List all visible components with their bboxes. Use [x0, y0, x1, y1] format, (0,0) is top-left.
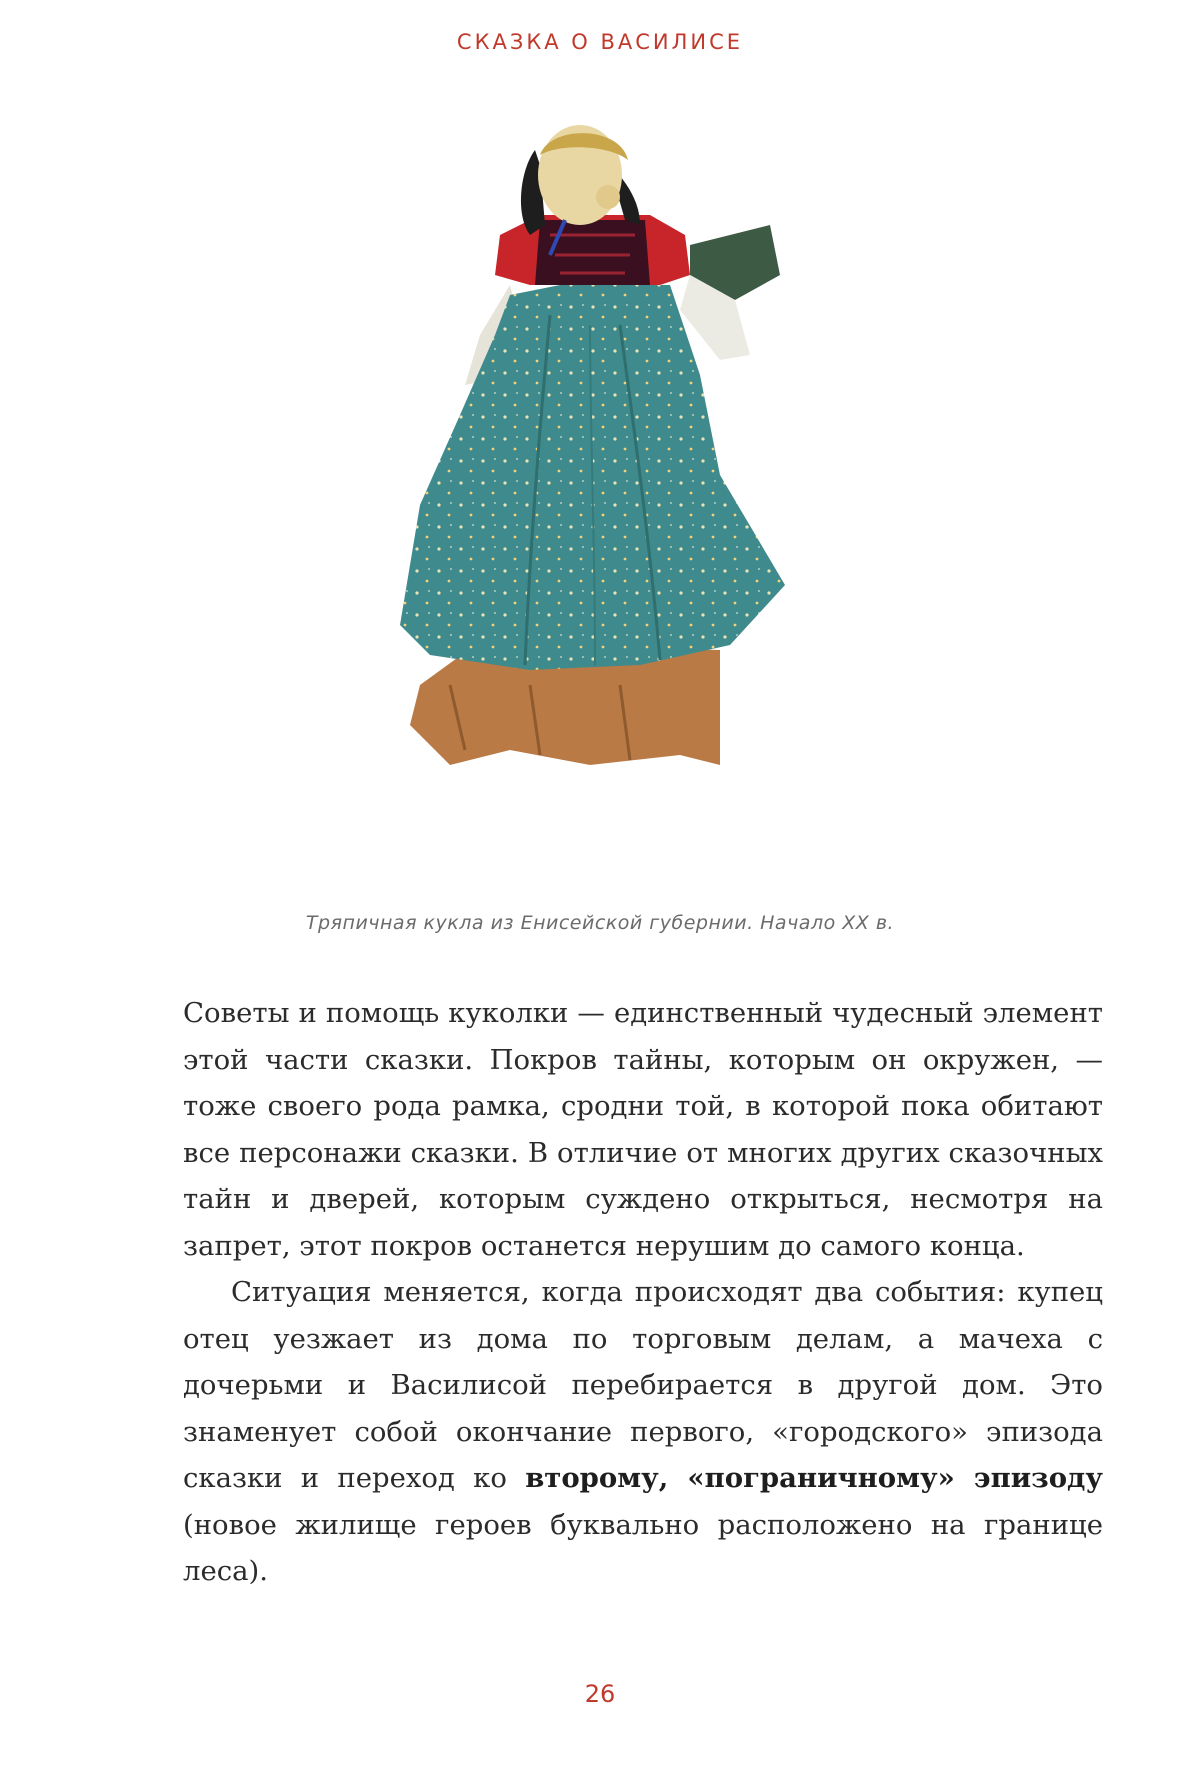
paragraph-1: Советы и помощь куколки — единственный чудесный элемент этой части сказки. Покров тайны, которым он окружен, — тоже своего рода рамка, сродни той, в которой пока обитают все персонажи сказки. В отличие от многих других сказочных тайн и дверей, которым суждено открыться, несмотря на запрет, этот покров останется нерушим до самого конца.	[183, 997, 1103, 1262]
body-text	[183, 990, 1103, 1595]
page-number: 26	[584, 1680, 616, 1708]
paragraph-2-start: Ситуация меняется, когда происходят два события: купец отец уезжает из дома по торговым делам, а мачеха с дочерьми и Василисой перебирается в другой дом. Это знаменует собой окончание первого, «городского» эпизода сказки и переход ко	[183, 1276, 1103, 1494]
paragraph-2	[183, 1269, 1103, 1595]
figure-caption: Тряпичная кукла из Енисейской губернии. Начало XX в.	[305, 912, 895, 934]
running-head: СКАЗКА О ВАСИЛИСЕ	[456, 30, 744, 54]
doll-illustration	[390, 125, 900, 885]
paragraph-2-emphasis: второму, «пограничному» эпизоду	[525, 1462, 1103, 1494]
paragraph-2-end: (новое жилище героев буквально расположено на границе леса).	[183, 1508, 1103, 1587]
rag-doll-picture	[390, 125, 900, 885]
